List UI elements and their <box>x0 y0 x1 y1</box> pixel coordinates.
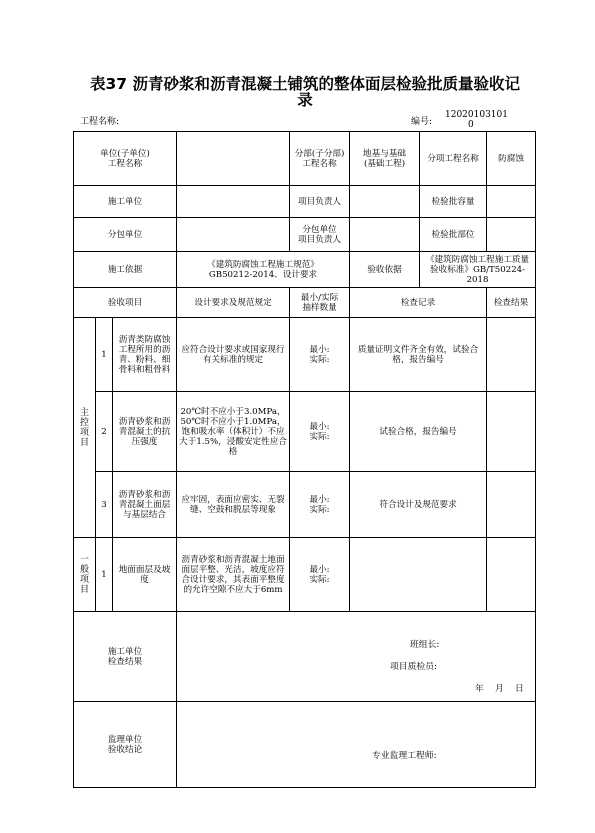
main-item-sampling: 最小: 实际: <box>290 318 350 392</box>
main-item-record: 符合设计及规范要求 <box>350 472 487 538</box>
main-item-design: 应符合设计要求或国家现行有关标准的规定 <box>177 318 290 392</box>
info-row-subcontractor <box>74 218 536 252</box>
main-item-sampling: 最小: 实际: <box>290 392 350 472</box>
main-item-design: 应牢固，表面应密实、无裂缝、空鼓和脱层等现象 <box>177 472 290 538</box>
batch-location-value[interactable] <box>487 218 536 252</box>
acceptance-basis-value: 《建筑防腐蚀工程施工质量验收标准》GB/T50224-2018 <box>420 252 536 288</box>
main-item-no: 1 <box>96 318 113 392</box>
team-leader-label: 班组长: <box>410 640 440 650</box>
item-value: 防腐蚀 <box>487 132 536 186</box>
sub-manager-value[interactable] <box>350 218 420 252</box>
main-item-no: 2 <box>96 392 113 472</box>
acceptance-basis-label: 验收依据 <box>350 252 420 288</box>
main-item-row <box>74 392 536 472</box>
main-item-name: 沥青类防腐蚀工程所用的沥青、粉料、细骨料和粗骨料 <box>113 318 177 392</box>
main-item-no: 3 <box>96 472 113 538</box>
project-manager-value[interactable] <box>350 186 420 218</box>
number-value: 12020103101 <box>445 110 508 120</box>
project-manager-label: 项目负责人 <box>290 186 350 218</box>
subdivision-label: 分部(子分部) 工程名称 <box>290 132 350 186</box>
column-header-row <box>74 288 536 318</box>
subcontractor-label: 分包单位 <box>74 218 177 252</box>
supervision-row <box>74 702 536 788</box>
main-item-name: 沥青砂浆和沥青混凝土面层与基层结合 <box>113 472 177 538</box>
batch-capacity-label: 检验批容量 <box>420 186 487 218</box>
basis-value: 《建筑防腐蚀工程施工规范》 GB50212-2014、设计要求 <box>177 252 350 288</box>
main-item-result[interactable] <box>487 318 536 392</box>
unit-value[interactable] <box>177 132 290 186</box>
main-item-name: 沥青砂浆和沥青混凝土的抗压强度 <box>113 392 177 472</box>
date-label: 年 月 日 <box>475 684 524 694</box>
inspector-label: 项目质检员: <box>390 662 437 672</box>
construction-check-label: 施工单位 检查结果 <box>74 612 177 702</box>
document-title <box>70 76 540 108</box>
col-header-item: 验收项目 <box>74 288 177 318</box>
info-row-constructor <box>74 186 536 218</box>
col-header-design: 设计要求及规范规定 <box>177 288 290 318</box>
main-item-row <box>74 318 536 392</box>
general-group-label: 一般项目 <box>74 538 96 612</box>
general-item-row <box>74 538 536 612</box>
info-row-basis <box>74 252 536 288</box>
main-item-result[interactable] <box>487 392 536 472</box>
number-value-tail: 0 <box>468 120 474 130</box>
main-item-sampling: 最小: 实际: <box>290 472 350 538</box>
col-header-sampling: 最小/实际 抽样数量 <box>290 288 350 318</box>
general-item-record[interactable] <box>350 538 487 612</box>
info-row-unit <box>74 132 536 186</box>
acceptance-form-table <box>73 131 536 788</box>
unit-label: 单位(子单位) 工程名称 <box>74 132 177 186</box>
batch-location-label: 检验批部位 <box>420 218 487 252</box>
subdivision-value: 地基与基础 (基础工程) <box>350 132 420 186</box>
general-item-no: 1 <box>96 538 113 612</box>
general-item-design: 沥青砂浆和沥青混凝土地面面层平整、光洁，坡度应符合设计要求，其表面平整度的允许空隙不应大于6mm <box>177 538 290 612</box>
supervision-area[interactable] <box>177 702 536 788</box>
sub-manager-label: 分包单位 项目负责人 <box>290 218 350 252</box>
supervision-label: 监理单位 验收结论 <box>74 702 177 788</box>
main-item-record: 试验合格，报告编号 <box>350 392 487 472</box>
engineer-label: 专业监理工程师: <box>372 751 437 761</box>
col-header-record: 检查记录 <box>350 288 487 318</box>
project-name-label: 工程名称: <box>80 117 120 127</box>
col-header-result: 检查结果 <box>487 288 536 318</box>
general-item-name: 地面面层及坡度 <box>113 538 177 612</box>
construction-check-row <box>74 612 536 702</box>
batch-capacity-value[interactable] <box>487 186 536 218</box>
title-line-1: 表37 沥青砂浆和沥青混凝土铺筑的整体面层检验批质量验收记 <box>90 75 520 93</box>
subcontractor-value[interactable] <box>177 218 290 252</box>
main-item-record: 质量证明文件齐全有效，试验合格，报告编号 <box>350 318 487 392</box>
title-line-2: 录 <box>297 91 313 109</box>
general-item-result[interactable] <box>487 538 536 612</box>
main-item-result[interactable] <box>487 472 536 538</box>
number-label: 编号: <box>411 117 433 127</box>
constructor-label: 施工单位 <box>74 186 177 218</box>
general-item-sampling: 最小: 实际: <box>290 538 350 612</box>
item-label: 分项工程名称 <box>420 132 487 186</box>
basis-label: 施工依据 <box>74 252 177 288</box>
main-item-row <box>74 472 536 538</box>
main-item-design: 20℃时不应小于3.0MPa，50℃时不应小于1.0MPa，饱和吸水率（体积计）不应大于1.5%，浸酸安定性应合格 <box>177 392 290 472</box>
constructor-value[interactable] <box>177 186 290 218</box>
main-group-label: 主控项目 <box>74 318 96 538</box>
